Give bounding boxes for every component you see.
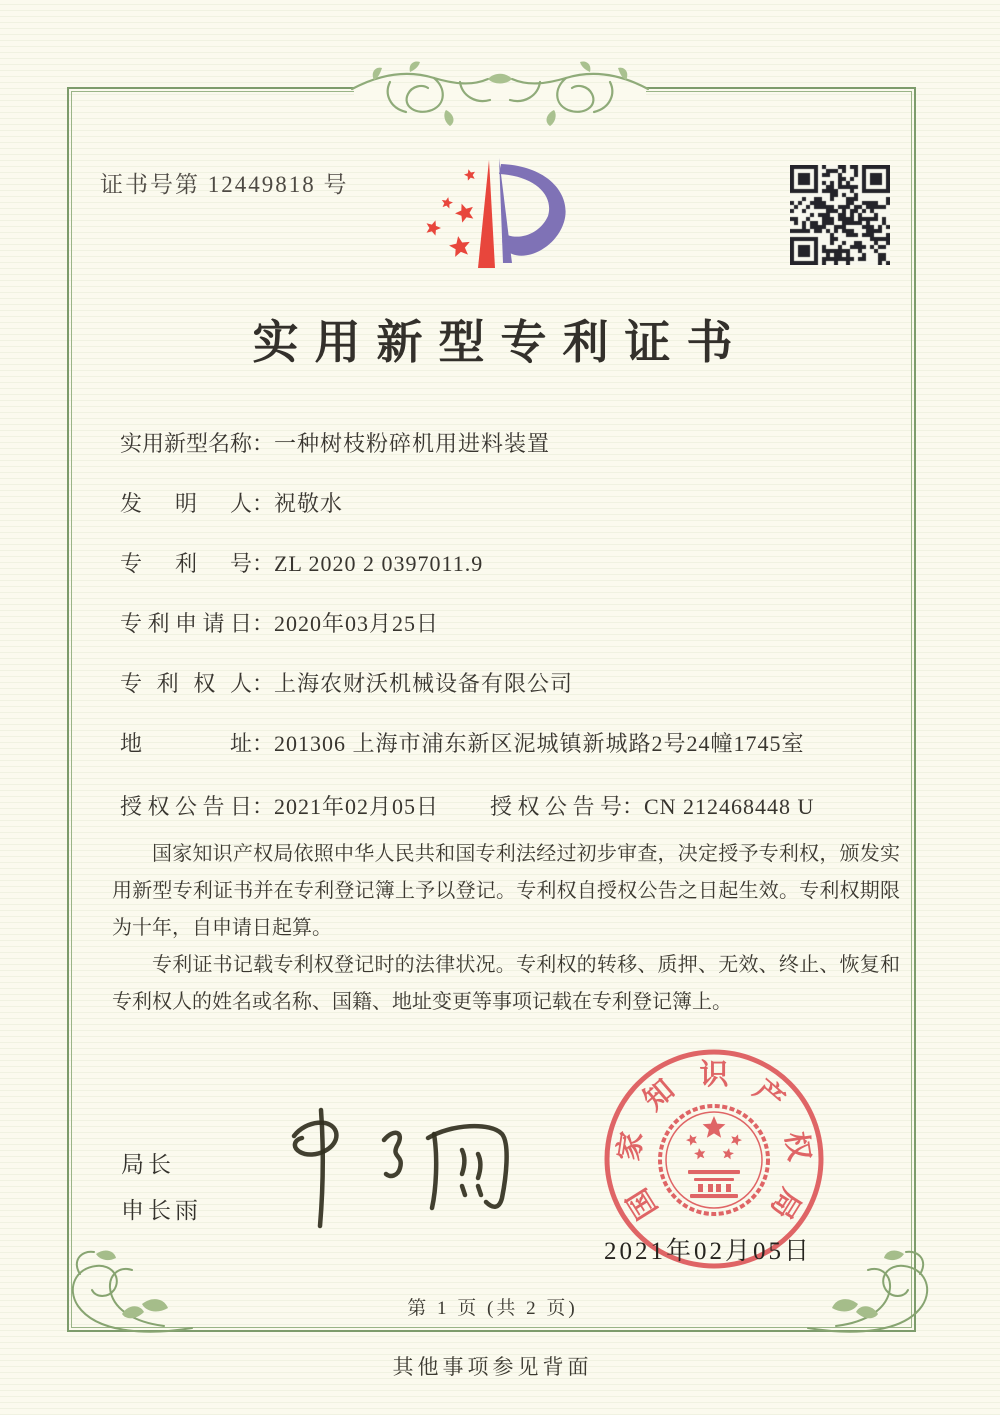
field-label: 专利号 bbox=[120, 551, 252, 576]
field-value: 201306 上海市浦东新区泥城镇新城路2号24幢1745室 bbox=[274, 731, 805, 756]
svg-text:产: 产 bbox=[747, 1073, 791, 1117]
svg-text:家: 家 bbox=[612, 1129, 650, 1164]
field-label: 专利权人 bbox=[120, 671, 252, 696]
certificate-number: 证书号第 12449818 号 bbox=[100, 172, 349, 197]
seal-date: 2021年02月05日 bbox=[604, 1238, 813, 1265]
field-colon: ： bbox=[252, 794, 275, 819]
page-indicator: 第 1 页 (共 2 页) bbox=[407, 1298, 578, 1319]
field-label: 地址 bbox=[120, 731, 252, 756]
field-label: 实用新型名称 bbox=[120, 431, 253, 456]
field-row bbox=[120, 727, 900, 757]
grant-date-value: 2021年02月05日 bbox=[274, 794, 440, 819]
grant-number-pair bbox=[490, 790, 814, 821]
field-colon: ： bbox=[252, 431, 275, 456]
field-row bbox=[120, 547, 900, 577]
commissioner-name: 申长雨 bbox=[121, 1198, 202, 1223]
signature-script-icon bbox=[266, 1098, 522, 1240]
legal-paragraph-2: 专利证书记载专利权登记时的法律状况。专利权的转移、质押、无效、终止、恢复和专利权人的姓名或名称、国籍、地址变更等事项记载在专利登记簿上。 bbox=[112, 954, 900, 1013]
field-colon: ： bbox=[252, 551, 275, 576]
field-value: 上海农财沃机械设备有限公司 bbox=[274, 671, 574, 696]
field-colon: ： bbox=[622, 794, 645, 819]
svg-text:国: 国 bbox=[621, 1182, 665, 1225]
svg-text:识: 识 bbox=[699, 1059, 729, 1091]
field-row bbox=[120, 427, 900, 457]
field-colon: ： bbox=[252, 611, 275, 636]
field-colon: ： bbox=[252, 671, 275, 696]
seal-text bbox=[612, 1058, 816, 1225]
grant-row bbox=[120, 790, 900, 820]
grant-no-label: 授权公告号 bbox=[490, 794, 622, 819]
legal-paragraphs bbox=[112, 836, 900, 1021]
svg-text:权: 权 bbox=[778, 1129, 816, 1164]
field-value: 祝敬水 bbox=[274, 491, 344, 516]
certificate-fields bbox=[120, 427, 900, 787]
cnipa-logo-icon bbox=[398, 148, 583, 288]
field-row bbox=[120, 607, 900, 637]
field-value: 一种树枝粉碎机用进料装置 bbox=[274, 431, 551, 456]
qr-code bbox=[790, 165, 890, 265]
svg-text:局: 局 bbox=[763, 1182, 807, 1225]
back-side-note: 其他事项参见背面 bbox=[392, 1355, 593, 1379]
field-colon: ： bbox=[252, 491, 275, 516]
field-label: 发明人 bbox=[120, 491, 252, 516]
svg-text:知: 知 bbox=[637, 1073, 681, 1117]
top-border-ornament-icon bbox=[350, 52, 650, 147]
commissioner-title: 局长 bbox=[121, 1152, 175, 1177]
grant-no-value: CN 212468448 U bbox=[644, 794, 815, 819]
field-value: 2020年03月25日 bbox=[274, 611, 440, 636]
field-row bbox=[120, 667, 900, 697]
field-colon: ： bbox=[252, 731, 275, 756]
field-label: 专利申请日 bbox=[120, 611, 252, 636]
field-row bbox=[120, 487, 900, 517]
certificate-title: 实用新型专利证书 bbox=[252, 317, 749, 368]
field-value: ZL 2020 2 0397011.9 bbox=[274, 551, 484, 576]
grant-date-label: 授权公告日 bbox=[120, 794, 252, 819]
legal-paragraph-1: 国家知识产权局依照中华人民共和国专利法经过初步审查，决定授予专利权，颁发实用新型专利证书并在专利登记簿上予以登记。专利权自授权公告之日起生效。专利权期限为十年，自申请日起算。 bbox=[112, 843, 900, 939]
